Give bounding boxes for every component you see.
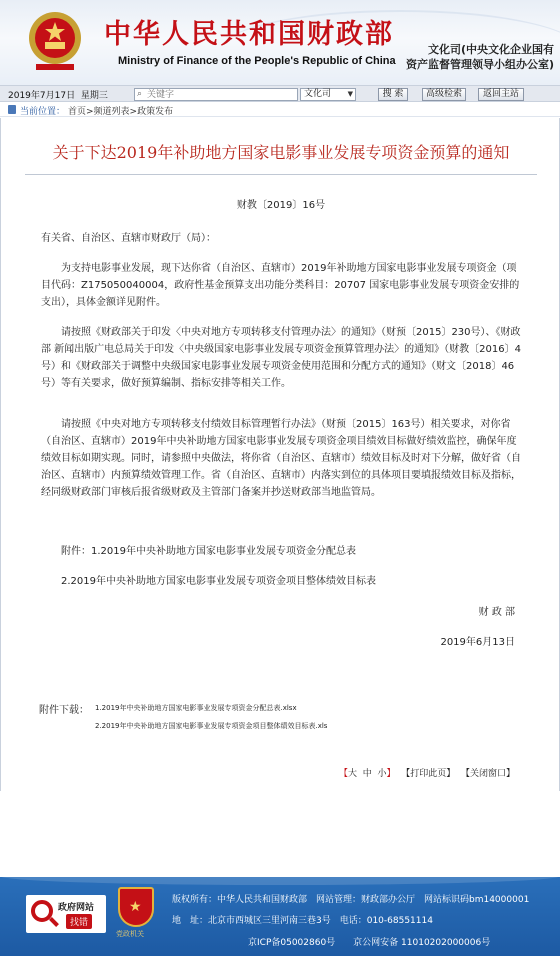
site-footer (0, 877, 560, 956)
search-button[interactable]: 搜 索 (378, 88, 408, 101)
paragraph-2: 请按照《财政部关于印发〈中央对地方专项转移支付管理办法〉的通知》（财预〔2015〕230号）、《财政部 新闻出版广电总局关于印发〈中央级国家电影事业发展专项资金预算管理办法〉的通知》（财教〔2016〕4号）和《财政部关于调整中央级国家电影事业发展专项资金使用范围和分配方式的通知》（财文〔2018〕46号）等有关要求，做好预算编制、指标安排等相关工作。 (41, 327, 521, 389)
search-box (134, 88, 298, 101)
shield-icon: ★ (118, 887, 154, 927)
location-icon (8, 105, 16, 114)
footer-icp[interactable]: 京ICP备05002860号 京公网安备 11010202000006号 (248, 938, 491, 948)
attachment-2-text: 2.2019年中央补助地方国家电影事业发展专项资金项目整体绩效目标表 (61, 576, 376, 587)
site-header (0, 0, 560, 85)
salutation: 有关省、自治区、直辖市财政厅（局）： (41, 233, 216, 244)
font-size-large-link[interactable]: 大 (347, 769, 357, 779)
close-window-link[interactable]: 【关闭窗口】 (460, 769, 515, 779)
document-number: 财教〔2019〕16号 (236, 200, 326, 211)
search-icon: ⌕ (137, 89, 143, 99)
print-page-link[interactable]: 【打印此页】 (401, 769, 456, 779)
download-label: 附件下载： (39, 705, 89, 716)
sign-date: 2019年6月13日 (440, 637, 515, 648)
magnifier-icon (31, 900, 53, 922)
find-error-badge[interactable] (26, 895, 106, 933)
title-divider (25, 174, 537, 175)
bracket-close: 】 (386, 769, 396, 779)
site-title-english: Ministry of Finance of the People's Republic of China (118, 55, 396, 67)
find-error-title: 政府网站 (58, 903, 95, 913)
party-government-badge[interactable] (118, 887, 154, 939)
font-size-medium-link[interactable]: 中 (362, 769, 372, 779)
party-badge-label: 党政机关 (116, 930, 144, 938)
department-name (374, 42, 554, 72)
weekday-text: 星期三 (80, 91, 108, 101)
national-emblem-icon (26, 10, 84, 74)
paragraph-1: 为支持电影事业发展，现下达你省（自治区、直辖市）2019年补助地方国家电影事业发展专项资金（项目代码：Z175050040004，政府性基金预算支出功能分类科目：20707 国家电影事业发展专项资金安排的支出），具体金额详见附件。 (41, 263, 520, 308)
current-date (8, 88, 108, 101)
article-title: 关于下达2019年补助地方国家电影事业发展专项资金预算的通知 (52, 143, 510, 162)
bracket-open: 【 (338, 769, 348, 779)
attachment-download-link[interactable]: 1.2019年中央补助地方国家电影事业发展专项资金分配总表.xlsx (95, 704, 297, 712)
attachment-download-link[interactable]: 2.2019年中央补助地方国家电影事业发展专项资金项目整体绩效目标表.xls (95, 722, 328, 730)
paragraph-3: 请按照《中央对地方专项转移支付绩效目标管理暂行办法》（财预〔2015〕163号）相关要求，对你省（自治区、直辖市）2019年中央补助地方国家电影事业发展专项资金项目绩效目标做好绩效监控，确保年度绩效目标如期实现。同时，请参照中央做法，将你省（自治区、直辖市）绩效目标及时对下分解，做好省（自治区、直辖市）内预算绩效管理工作。省（自治区、直辖市）内落实到位的具体项目要填报绩效目标及指标，经同级财政部门审核后报省级财政及主管部门备案并抄送财政部当地监管局。 (41, 419, 521, 498)
font-size-small-link[interactable]: 小 (377, 769, 387, 779)
breadcrumb (0, 103, 560, 117)
page-tools (339, 766, 515, 779)
signer: 财 政 部 (478, 607, 515, 618)
footer-decoration (0, 867, 560, 885)
search-scope-select[interactable] (300, 88, 356, 101)
chevron-down-icon: ▼ (347, 90, 353, 98)
toolbar (0, 85, 560, 102)
article (0, 118, 560, 791)
department-line-1: 文化司(中央文化企业国有 (427, 43, 554, 56)
footer-address: 地 址：北京市西城区三里河南三巷3号 电话：010-68551114 (172, 916, 433, 926)
department-line-2: 资产监督管理领导小组办公室) (405, 58, 554, 71)
footer-copyright: 版权所有：中华人民共和国财政部 网站管理：财政部办公厅 网站标识码bm14000001 (172, 895, 530, 905)
site-title: 中华人民共和国财政部 (104, 19, 394, 50)
date-text: 2019年7月17日 (8, 91, 76, 101)
search-scope-value: 文化司 (304, 89, 332, 99)
find-error-button: 找错 (66, 914, 92, 929)
attachment-1-text: 附件：1.2019年中央补助地方国家电影事业发展专项资金分配总表 (61, 546, 356, 557)
return-main-site-button[interactable]: 返回主站 (478, 88, 524, 101)
breadcrumb-path[interactable]: 首页>频道列表>政策发布 (68, 107, 174, 117)
search-input[interactable] (147, 89, 295, 100)
breadcrumb-label: 当前位置： (20, 107, 66, 117)
advanced-search-button[interactable]: 高级检索 (422, 88, 466, 101)
